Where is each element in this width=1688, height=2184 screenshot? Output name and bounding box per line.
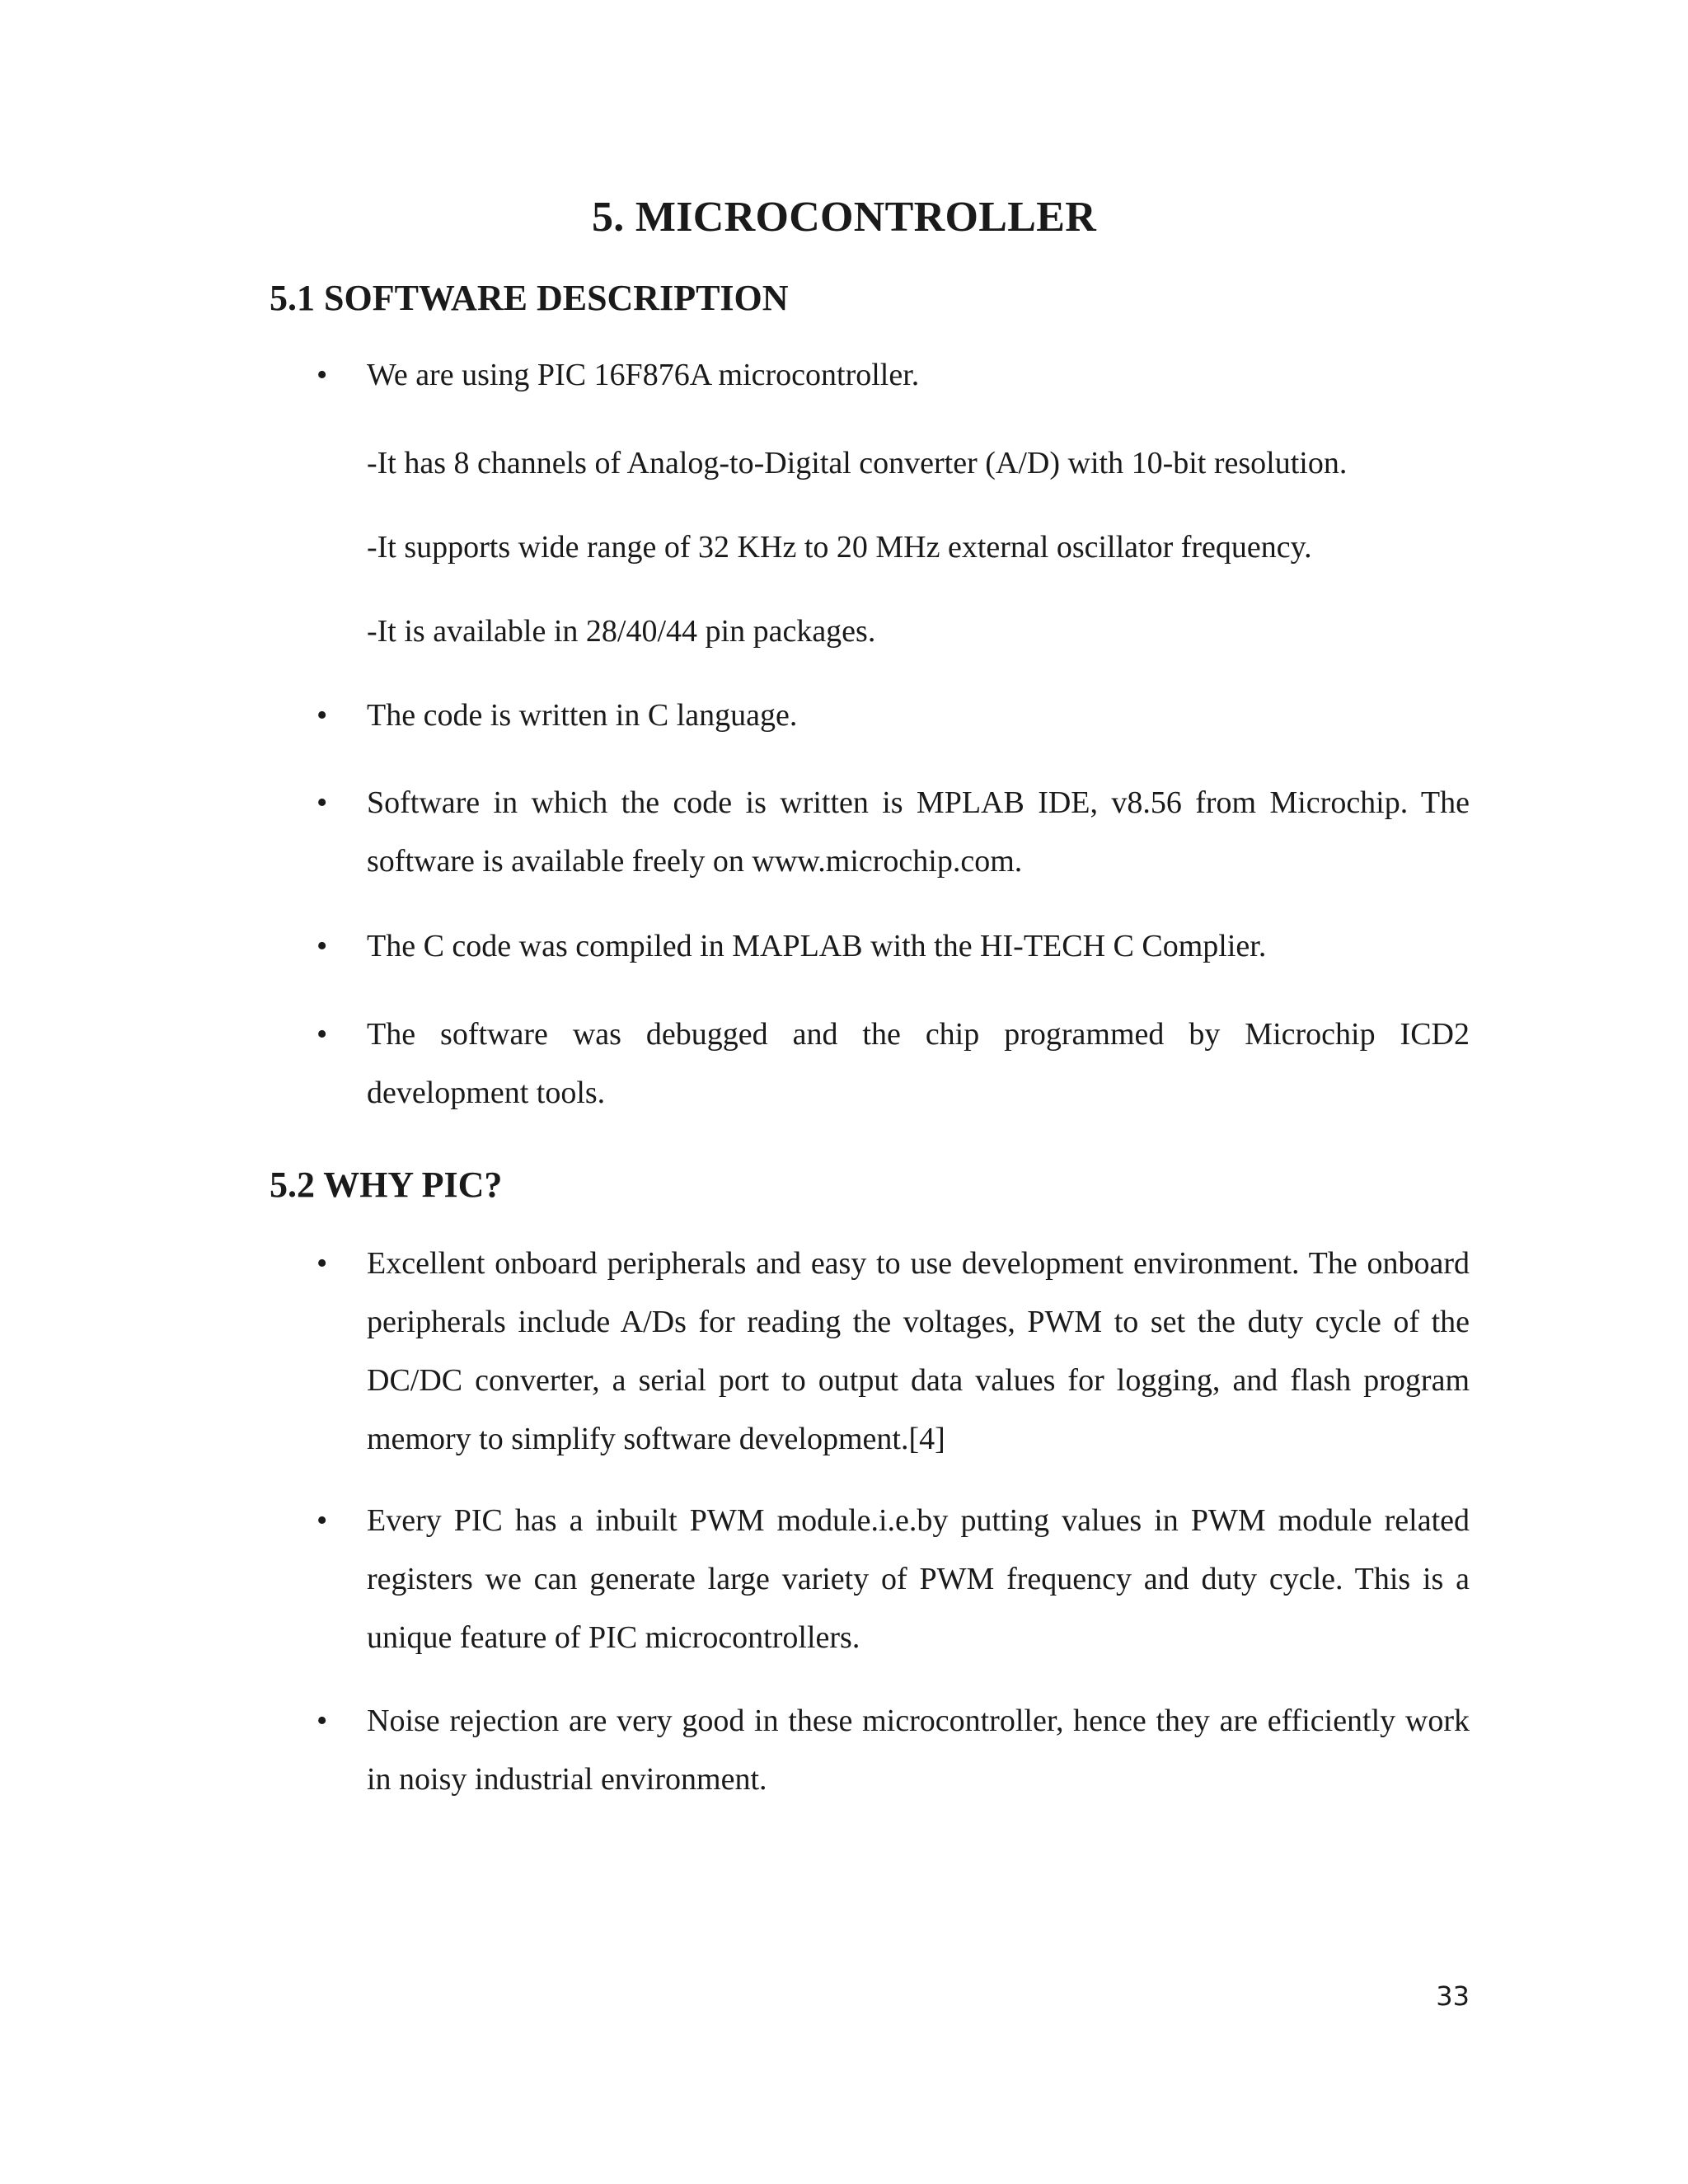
list-item-detail: -It supports wide range of 32 KHz to 20 MHz external oscillator frequency. (367, 530, 1312, 565)
page-number: 33 (1436, 1980, 1470, 2012)
bullet-icon: • (316, 929, 328, 963)
bullet-icon: • (316, 1017, 328, 1052)
list-item: Noise rejection are very good in these microcontroller, hence they are efficiently work in noisy industrial environment. (367, 1704, 1470, 1797)
list-item: Every PIC has a inbuilt PWM module.i.e.by putting values in PWM module related registers we can generate large variety of PWM frequency and duty cycle. This is a unique feature of PIC microcontrollers. (367, 1503, 1470, 1655)
bullet-icon: • (316, 785, 328, 820)
bullet-icon: • (316, 1503, 328, 1538)
list-item: The C code was compiled in MAPLAB with the HI-TECH C Complier. (367, 929, 1267, 963)
list-item: The software was debugged and the chip programmed by Microchip ICD2 development tools. (367, 1017, 1470, 1110)
list-item: Software in which the code is written is MPLAB IDE, v8.56 from Microchip. The software is available freely on www.microchip.com. (367, 785, 1470, 879)
bullet-icon: • (316, 358, 328, 392)
chapter-title: 5. MICROCONTROLLER (591, 194, 1097, 241)
bullet-icon: • (316, 1246, 328, 1281)
bullet-icon: • (316, 698, 328, 733)
list-item: Excellent onboard peripherals and easy to use development environment. The onboard peripherals include A/Ds for reading the voltages, PWM to set the duty cycle of the DC/DC converter, a serial port to output data values for logging, and flash program memory to simplify software development.[4] (367, 1246, 1470, 1456)
list-item: The code is written in C language. (367, 698, 798, 733)
section-heading-software-description: 5.1 SOFTWARE DESCRIPTION (270, 278, 789, 318)
list-item-detail: -It has 8 channels of Analog-to-Digital converter (A/D) with 10-bit resolution. (367, 446, 1348, 480)
list-item: We are using PIC 16F876A microcontroller. (367, 358, 920, 392)
bullet-icon: • (316, 1704, 328, 1738)
list-item-detail: -It is available in 28/40/44 pin packages. (367, 614, 876, 649)
section-heading-why-pic: 5.2 WHY PIC? (270, 1165, 503, 1205)
